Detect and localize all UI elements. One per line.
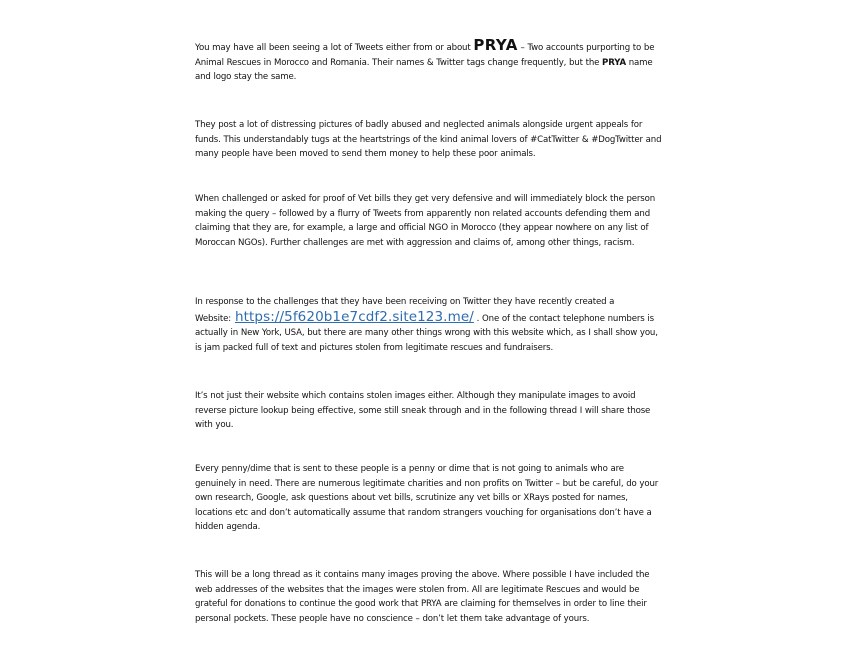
- challenged-paragraph: When challenged or asked for proof of Vet bills they get very defensive and will immediately block the person making the query – followed by a flurry of Tweets from apparently non related accounts defending them and claiming that they are, for example, a large and official NGO in Morocco (they appear nowhere on any list of Moroccan NGOs). Further challenges are met with aggression and claims of, among other things, racism.: [195, 194, 656, 248]
- prya-name-bold: PRYA: [602, 57, 626, 68]
- intro-text-a: You may have all been seeing a lot of Tweets either from or about: [195, 43, 474, 53]
- intro-paragraph: [195, 38, 665, 85]
- intro-text-c: name and logo stay the same.: [195, 57, 653, 83]
- long-thread-paragraph: This will be a long thread as it contains many images proving the above. Where possible I have included the web addresses of the websites that the images were stolen from. All are legitimate Rescues and would be grateful for donations to continue the good work that PRYA are claiming for themselves in order to line their personal pockets. These people have no conscience – don’t let them take advantage of yours.: [195, 570, 650, 624]
- prya-logo-text: PRYA: [473, 36, 518, 54]
- website-text-a: In response to the challenges that they have been receiving on Twitter they have recently created a Website:: [195, 297, 615, 324]
- every-penny-paragraph: Every penny/dime that is sent to these people is a penny or dime that is not going to animals who are genuinely in need. There are numerous legitimate charities and non profits on Twitter – but be careful, do your own research, Google, ask questions about vet bills, scrutinize any vet bills or XRays posted for names, locations etc and don’t automatically assume that random strangers vouching for organisations don’t have a hidden agenda.: [195, 464, 659, 533]
- website-link[interactable]: https://5f620b1e7cdf2.site123.me/: [234, 308, 474, 325]
- website-text-b: . One of the contact telephone numbers is actually in New York, USA, but there are many other things wrong with this website which, as I shall show you, is jam packed full of text and pictures stolen from legitimate rescues and fundraisers.: [195, 313, 658, 353]
- distressing-pictures-paragraph: They post a lot of distressing pictures of badly abused and neglected animals alongside urgent appeals for funds. This understandably tugs at the heartstrings of the kind animal lovers of #CatTwitter & #DogTwitter and many people have been moved to send them money to help these poor animals.: [195, 120, 662, 160]
- website-paragraph: [195, 295, 665, 355]
- stolen-images-paragraph: It’s not just their website which contains stolen images either. Although they manipulate images to avoid reverse picture lookup being effective, some still sneak through and in the following thread I will share those with you.: [195, 391, 651, 431]
- intro-text-b: – Two accounts purporting to be Animal Rescues in Morocco and Romania. Their names & Twitter tags change frequently, but the: [195, 43, 655, 68]
